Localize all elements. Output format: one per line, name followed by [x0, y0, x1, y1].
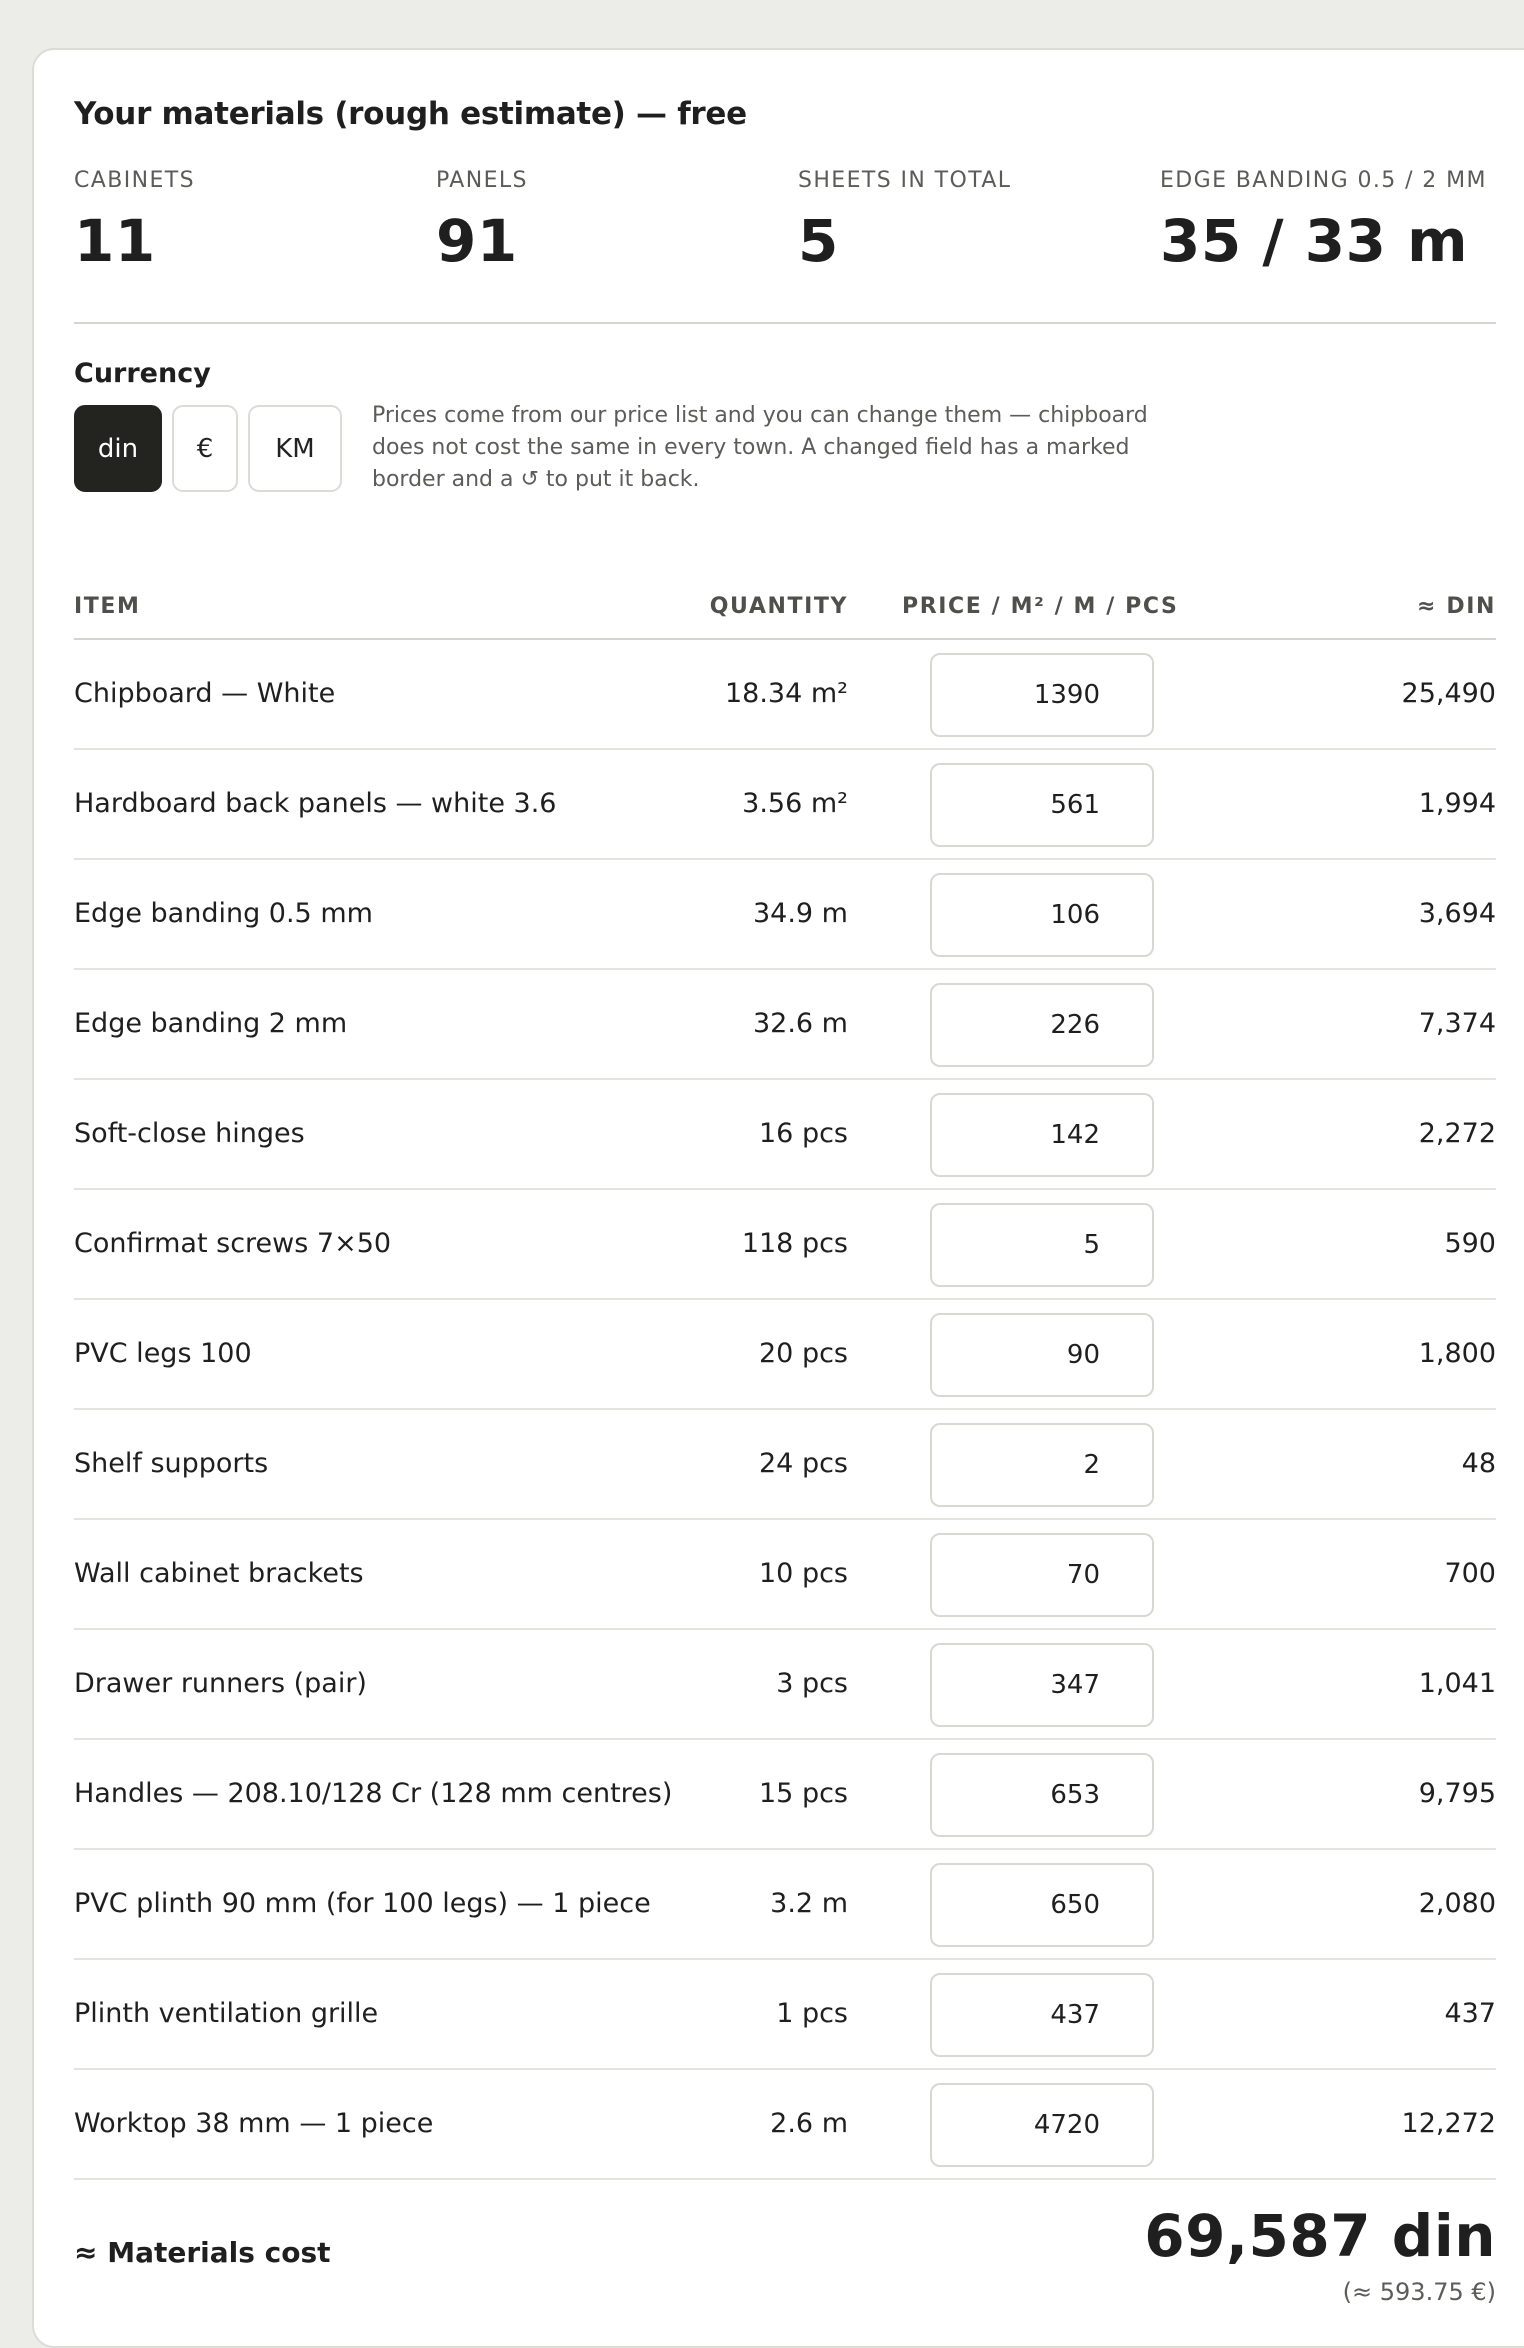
table-row [74, 2070, 1496, 2180]
column-header-total: ≈ DIN [1417, 594, 1496, 619]
row-quantity: 3.56 m² [742, 788, 848, 819]
row-total: 590 [1444, 1228, 1496, 1259]
row-quantity: 1 pcs [776, 1998, 848, 2029]
table-row [74, 1850, 1496, 1960]
row-quantity: 32.6 m [752, 1008, 848, 1039]
currency-km-button[interactable]: KM [248, 405, 342, 492]
row-price-input[interactable] [930, 1973, 1154, 2057]
currency-note: Prices come from our price list and you can change them — chipboard does not cost the same in every town. A changed field has a marked border and a ↺ to put it back. [372, 403, 1148, 492]
row-total: 437 [1444, 1998, 1496, 2029]
section-divider [74, 322, 1496, 324]
row-price-input[interactable] [930, 653, 1154, 737]
row-total: 9,795 [1418, 1778, 1496, 1809]
table-row [74, 1960, 1496, 2070]
table-row [74, 1300, 1496, 1410]
row-total: 7,374 [1418, 1008, 1496, 1039]
table-row [74, 750, 1496, 860]
row-total: 25,490 [1401, 678, 1496, 709]
row-item-name: PVC legs 100 [74, 1338, 252, 1369]
table-row [74, 1080, 1496, 1190]
row-price-input[interactable] [930, 1533, 1154, 1617]
row-total: 1,041 [1418, 1668, 1496, 1699]
row-price-input[interactable] [930, 1863, 1154, 1947]
row-price-input[interactable] [930, 1643, 1154, 1727]
row-total: 2,272 [1418, 1118, 1496, 1149]
stat-cabinets [74, 168, 195, 275]
row-price-input[interactable] [930, 983, 1154, 1067]
row-price-input[interactable] [930, 1203, 1154, 1287]
row-total: 2,080 [1418, 1888, 1496, 1919]
column-header-item: ITEM [74, 594, 141, 619]
row-item-name: Edge banding 2 mm [74, 1008, 348, 1039]
row-total: 3,694 [1418, 898, 1496, 929]
row-quantity: 16 pcs [759, 1118, 848, 1149]
row-quantity: 10 pcs [759, 1558, 848, 1589]
stat-panels [436, 168, 528, 275]
row-total: 12,272 [1401, 2108, 1496, 2139]
row-price-input[interactable] [930, 1313, 1154, 1397]
card-title: Your materials (rough estimate) — free [74, 96, 747, 132]
table-row [74, 1190, 1496, 1300]
row-quantity: 3 pcs [776, 1668, 848, 1699]
row-item-name: Hardboard back panels — white 3.6 [74, 788, 557, 819]
stat-label: PANELS [436, 168, 528, 193]
row-item-name: Plinth ventilation grille [74, 1998, 379, 2029]
stat-label: EDGE BANDING 0.5 / 2 MM [1160, 168, 1487, 193]
row-quantity: 20 pcs [759, 1338, 848, 1369]
row-item-name: Worktop 38 mm — 1 piece [74, 2108, 434, 2139]
table-row [74, 640, 1496, 750]
row-quantity: 15 pcs [759, 1778, 848, 1809]
row-quantity: 18.34 m² [724, 678, 848, 709]
row-total: 1,994 [1418, 788, 1496, 819]
row-total: 48 [1461, 1448, 1496, 1479]
table-row [74, 1410, 1496, 1520]
currency-din-button[interactable]: din [74, 405, 162, 492]
stat-edge-banding [1160, 168, 1487, 275]
row-price-input[interactable] [930, 1753, 1154, 1837]
row-item-name: PVC plinth 90 mm (for 100 legs) — 1 piece [74, 1888, 651, 1919]
column-header-price: PRICE / M² / M / PCS [902, 594, 1179, 619]
row-quantity: 24 pcs [759, 1448, 848, 1479]
row-price-input[interactable] [930, 873, 1154, 957]
row-item-name: Soft-close hinges [74, 1118, 305, 1149]
stat-value: 91 [436, 207, 518, 275]
currency-label: Currency [74, 358, 211, 389]
column-header-quantity: QUANTITY [709, 594, 848, 619]
table-row [74, 860, 1496, 970]
stat-label: SHEETS IN TOTAL [798, 168, 1012, 193]
stat-value: 11 [74, 207, 156, 275]
row-item-name: Edge banding 0.5 mm [74, 898, 373, 929]
table-row [74, 1520, 1496, 1630]
row-item-name: Shelf supports [74, 1448, 269, 1479]
row-item-name: Handles — 208.10/128 Cr (128 mm centres) [74, 1778, 673, 1809]
row-quantity: 118 pcs [741, 1228, 848, 1259]
currency-eur-button[interactable]: € [172, 405, 238, 492]
stat-value: 5 [798, 207, 839, 275]
stat-value: 35 / 33 m [1160, 207, 1469, 275]
row-item-name: Confirmat screws 7×50 [74, 1228, 392, 1259]
row-quantity: 3.2 m [770, 1888, 848, 1919]
row-item-name: Drawer runners (pair) [74, 1668, 367, 1699]
materials-cost-converted: (≈ 593.75 €) [1342, 2278, 1496, 2306]
row-price-input[interactable] [930, 763, 1154, 847]
row-item-name: Chipboard — White [74, 678, 336, 709]
row-total: 700 [1444, 1558, 1496, 1589]
row-quantity: 34.9 m [752, 898, 848, 929]
table-row [74, 1740, 1496, 1850]
row-price-input[interactable] [930, 1423, 1154, 1507]
table-row [74, 1630, 1496, 1740]
row-price-input[interactable] [930, 2083, 1154, 2167]
row-quantity: 2.6 m [770, 2108, 848, 2139]
table-row [74, 970, 1496, 1080]
materials-card [32, 48, 1524, 2348]
row-price-input[interactable] [930, 1093, 1154, 1177]
stat-label: CABINETS [74, 168, 195, 193]
row-item-name: Wall cabinet brackets [74, 1558, 364, 1589]
materials-cost-value: 69,587 din [1144, 2202, 1496, 2270]
row-total: 1,800 [1418, 1338, 1496, 1369]
stat-sheets [798, 168, 1011, 275]
materials-cost-label: ≈ Materials cost [74, 2236, 331, 2269]
